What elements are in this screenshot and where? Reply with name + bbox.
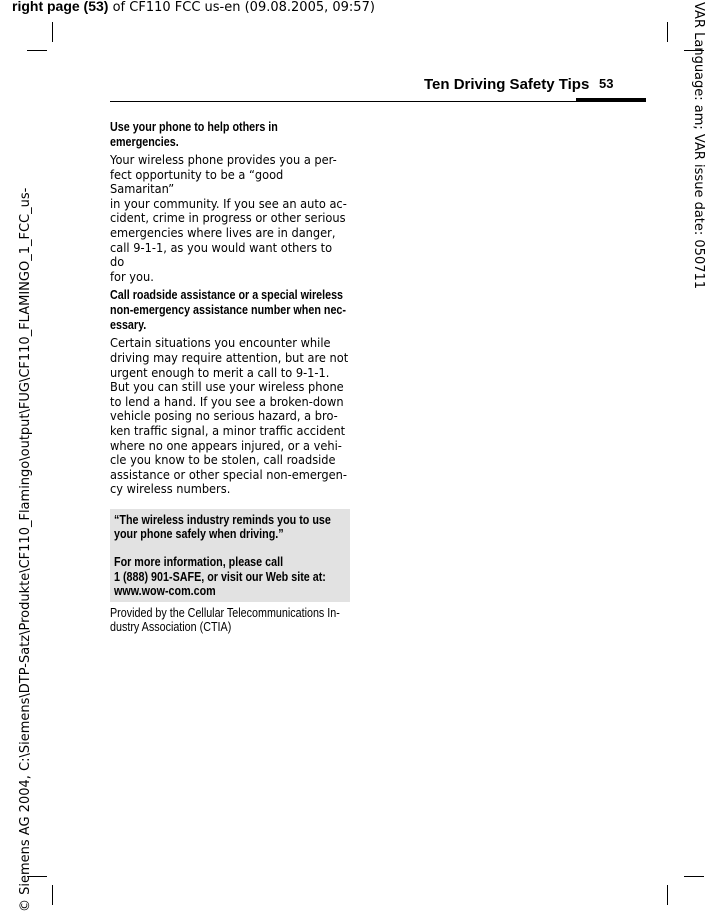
section-heading <box>110 288 349 333</box>
callout-info-line: www.wow-com.com <box>114 584 216 599</box>
callout-info-line: For more information, please call <box>114 555 284 570</box>
body-line: emergencies where lives are in danger, <box>110 224 336 240</box>
body-line: urgent enough to merit a call to 9-1-1. <box>110 364 330 380</box>
callout-info-line: 1 (888) 901-SAFE, or visit our Web site at: <box>114 569 326 584</box>
body-line: cident, crime in progress or other serious <box>110 210 346 226</box>
callout-quote-line: “The wireless industry reminds you to use <box>114 512 331 527</box>
body-line: assistance or other special non-emergen- <box>110 466 347 482</box>
body-line: fect opportunity to be a “good Samaritan” <box>110 166 284 197</box>
crop-mark <box>27 50 47 51</box>
crop-mark <box>52 885 53 905</box>
body-line: where no one appears injured, or a vehi- <box>110 437 342 453</box>
main-column <box>110 120 350 635</box>
side-path-text: © Siemens AG 2004, C:\Siemens\DTP-Satz\Produkte\CF110_Flamingo\output\FUG\CF110_FLAMINGO_1_FCC_us- <box>18 187 33 912</box>
callout-quote-line: your phone safely when driving.” <box>114 527 284 542</box>
crop-mark <box>667 22 668 42</box>
header-rule-accent <box>576 98 646 102</box>
source-note <box>110 606 349 635</box>
body-line: in your community. If you see an auto ac- <box>110 195 347 211</box>
body-line: to lend a hand. If you see a broken-down <box>110 393 344 409</box>
print-header <box>12 0 375 15</box>
body-line: But you can still use your wireless phone <box>110 379 344 395</box>
heading-line: essary. <box>110 318 147 333</box>
print-header-page: right page (53) <box>12 0 109 14</box>
body-line: cy wireless numbers. <box>110 481 231 497</box>
callout-box <box>110 509 350 602</box>
heading-line: Use your phone to help others in emergencies. <box>110 120 278 149</box>
body-line: call 9-1-1, as you would want others to do <box>110 239 333 270</box>
running-header-title: Ten Driving Safety Tips <box>424 76 590 93</box>
body-line: Certain situations you encounter while <box>110 335 331 351</box>
side-var-text: VAR Language: am; VAR issue date: 050711 <box>691 2 706 290</box>
heading-line: non-emergency assistance number when nec- <box>110 303 346 318</box>
body-line: driving may require attention, but are not <box>110 349 349 365</box>
section-body <box>110 153 350 284</box>
header-rule <box>110 101 646 102</box>
body-line: ken traffic signal, a minor traffic accident <box>110 422 346 438</box>
source-note-line: dustry Association (CTIA) <box>110 620 232 635</box>
body-line: for you. <box>110 268 154 284</box>
body-line: cle you know to be stolen, call roadside <box>110 452 336 468</box>
body-line: vehicle posing no serious hazard, a bro- <box>110 408 338 424</box>
crop-mark <box>667 885 668 905</box>
heading-line: Call roadside assistance or a special wireless <box>110 288 344 303</box>
section-heading <box>110 120 349 150</box>
section-body <box>110 336 350 497</box>
page-number: 53 <box>599 76 614 91</box>
body-line: Your wireless phone provides you a per- <box>110 152 337 167</box>
print-header-info: of CF110 FCC us-en (09.08.2005, 09:57) <box>108 0 375 15</box>
crop-mark <box>684 876 704 877</box>
crop-mark <box>52 22 53 42</box>
source-note-line: Provided by the Cellular Telecommunications In- <box>110 605 340 620</box>
